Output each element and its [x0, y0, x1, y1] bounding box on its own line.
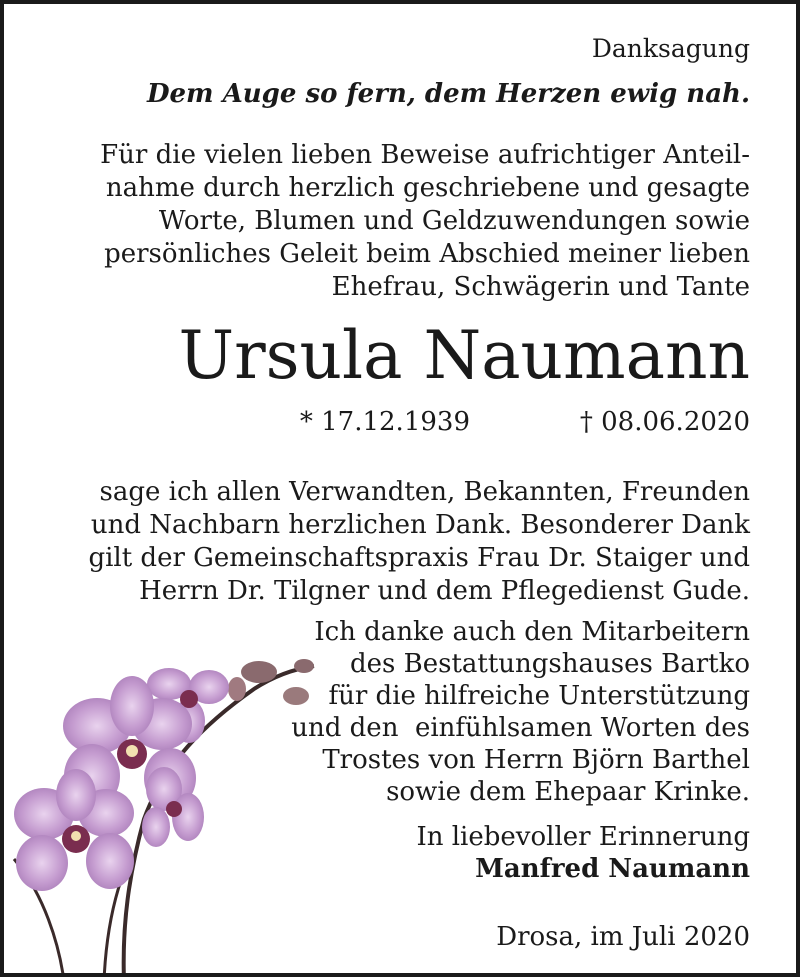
gratitude-paragraph [100, 139, 750, 304]
text-line: für die hilfreiche Unterstützung [328, 681, 750, 711]
text-line: sage ich allen Verwandten, Bekannten, Freunden [99, 477, 750, 507]
motto: Dem Auge so fern, dem Herzen ewig nah. [146, 79, 750, 109]
place-date: Drosa, im Juli 2020 [496, 922, 750, 952]
additional-thanks-paragraph [291, 616, 750, 808]
notice-heading: Danksagung [591, 34, 750, 63]
text-line: und Nachbarn herzlichen Dank. Besonderer Dank [90, 510, 750, 540]
birth-date: * 17.12.1939 [299, 407, 470, 437]
text-line: Für die vielen lieben Beweise aufrichtiger Anteil- [100, 140, 750, 170]
text-line: des Bestattungshauses Bartko [349, 649, 750, 679]
text-line: Herrn Dr. Tilgner und dem Pflegedienst Gude. [139, 576, 750, 606]
signer-name: Manfred Naumann [475, 854, 750, 884]
closing-phrase: In liebevoller Erinnerung [416, 822, 750, 852]
text-line: gilt der Gemeinschaftspraxis Frau Dr. Staiger und [88, 543, 750, 573]
text-line: persönliches Geleit beim Abschied meiner lieben [104, 239, 750, 269]
text-line: Worte, Blumen und Geldzuwendungen sowie [158, 206, 750, 236]
text-line: Trostes von Herrn Björn Barthel [322, 745, 750, 775]
text-line: sowie dem Ehepaar Krinke. [386, 777, 750, 807]
text-line: und den einfühlsamen Worten des [291, 713, 750, 743]
thanks-paragraph [88, 476, 750, 608]
text-line: Ehefrau, Schwägerin und Tante [331, 272, 750, 302]
text-line: nahme durch herzlich geschriebene und gesagte [105, 173, 750, 203]
deceased-name: Ursula Naumann [178, 317, 750, 394]
text-line: Ich danke auch den Mitarbeitern [314, 617, 750, 647]
death-date: † 08.06.2020 [579, 407, 750, 437]
